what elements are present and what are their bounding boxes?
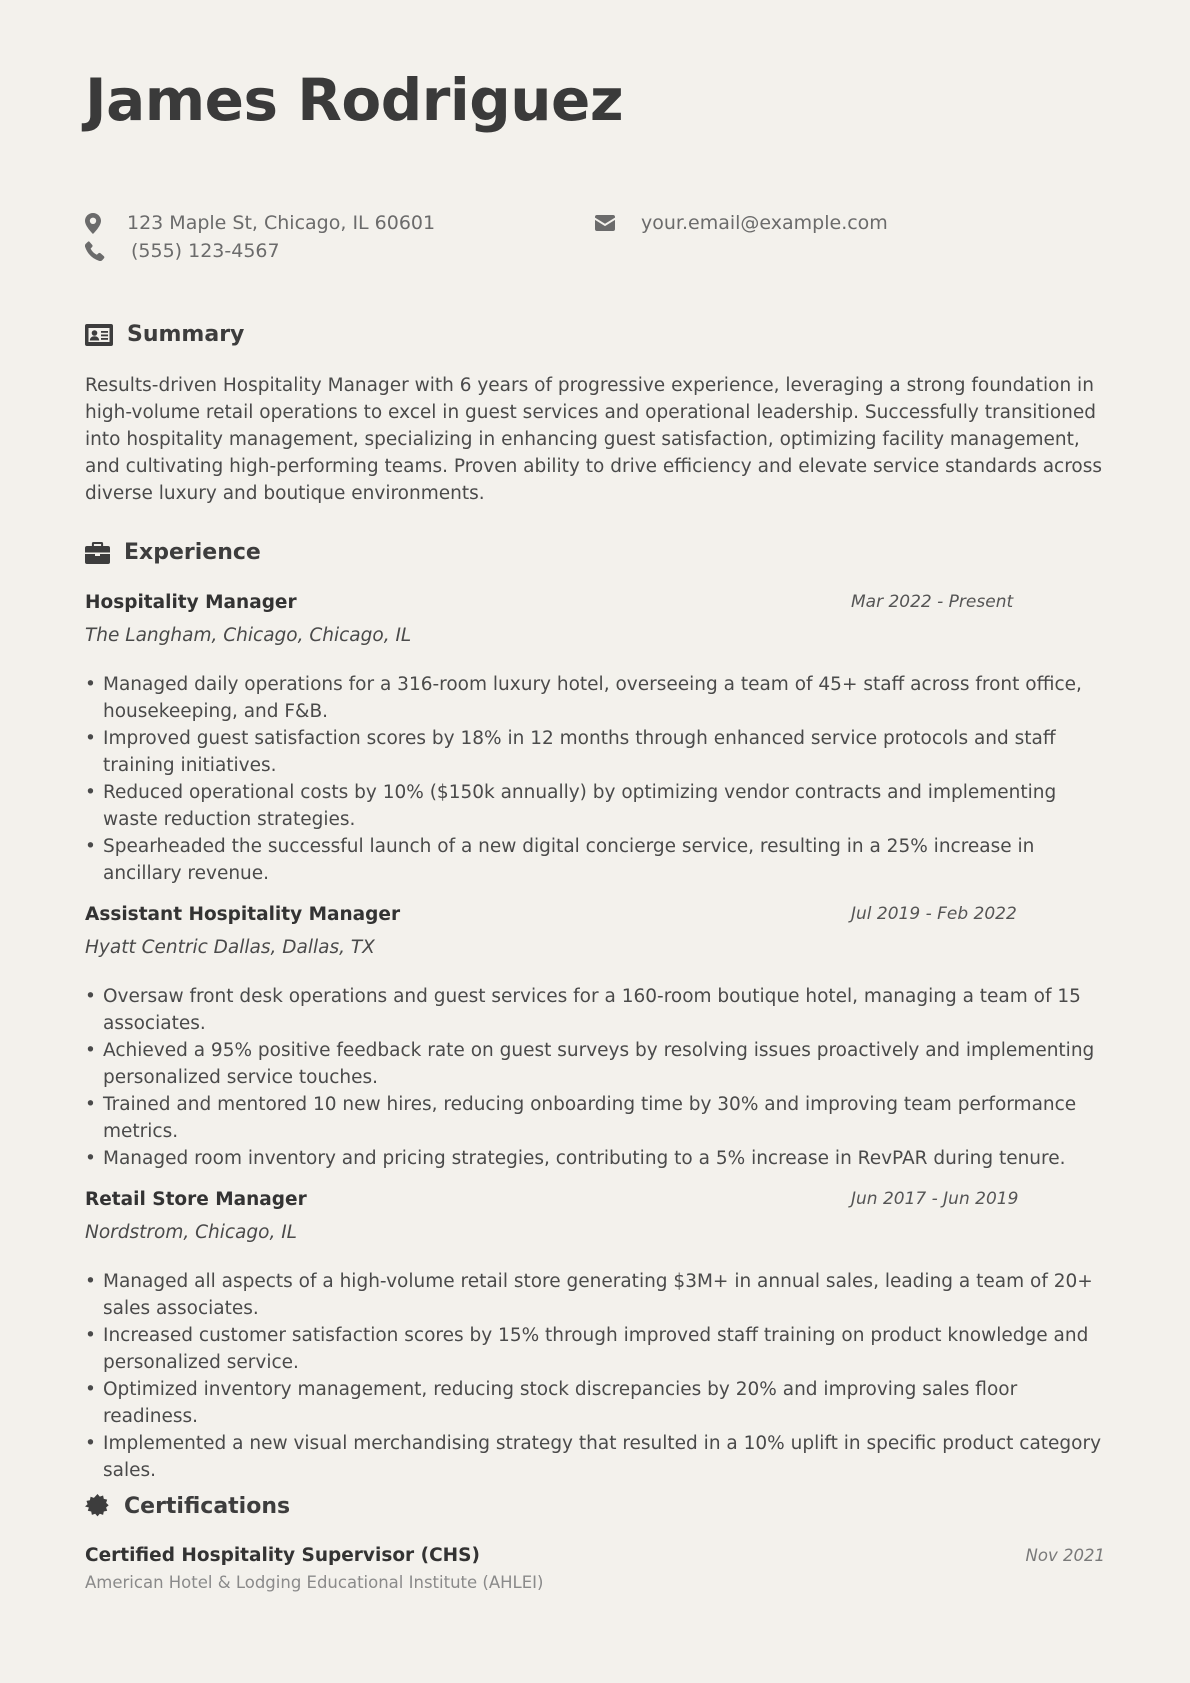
job-bullets [85,983,1115,1172]
experience-heading-text: Experience [124,540,261,565]
certification-date: Nov 2021 [1025,1546,1105,1565]
phone-icon [85,241,107,261]
job-title: Assistant Hospitality Manager [85,904,401,925]
job-date: Jun 2017 - Jun 2019 [851,1189,1019,1209]
contact-phone [85,240,280,262]
phone-text: (555) 123-4567 [131,240,280,262]
summary-text: Results-driven Hospitality Manager with 6 years of progressive experience, leveraging a strong foundation in high-volume retail operations to excel in guest services and operational leadership. Successfully transitioned into hospitality management, specializing in enhancing guest satisfaction, optimizing facility management, and cultivating high-performing teams. Proven ability to drive efficiency and elevate service standards across diverse luxury and boutique environments. [85,375,1103,504]
address-text: 123 Maple St, Chicago, IL 60601 [127,212,436,234]
list-item: • Implemented a new visual merchandising strategy that resulted in a 10% uplift in specific product category sales. [85,1430,1115,1484]
envelope-icon [595,215,615,231]
badge-icon [85,1494,124,1519]
list-item: • Managed daily operations for a 316-room luxury hotel, overseeing a team of 45+ staff across front office, housekeeping, and F&B. [85,671,1115,725]
job-title: Retail Store Manager [85,1189,307,1210]
experience-heading [85,540,261,565]
job-date: Mar 2022 - Present [851,592,1014,612]
email-text: your.email@example.com [641,212,888,234]
map-pin-icon [85,213,103,234]
list-item: • Trained and mentored 10 new hires, reducing onboarding time by 30% and improving team performance metrics. [85,1091,1115,1145]
job-title: Hospitality Manager [85,592,297,613]
job-company: Nordstrom, Chicago, IL [85,1222,297,1243]
list-item: • Oversaw front desk operations and guest services for a 160-room boutique hotel, managing a team of 15 associates. [85,983,1115,1037]
certification-issuer: American Hotel & Lodging Educational Institute (AHLEI) [85,1573,544,1592]
certification-name: Certified Hospitality Supervisor (CHS) [85,1545,480,1566]
candidate-name: James Rodriguez [85,66,624,134]
summary-heading [85,322,244,347]
list-item: • Spearheaded the successful launch of a new digital concierge service, resulting in a 25% increase in ancillary revenue. [85,833,1115,887]
list-item: • Reduced operational costs by 10% ($150k annually) by optimizing vendor contracts and implementing waste reduction strategies. [85,779,1115,833]
briefcase-icon [85,542,124,564]
list-item: • Managed room inventory and pricing strategies, contributing to a 5% increase in RevPAR during tenure. [85,1145,1115,1172]
job-date: Jul 2019 - Feb 2022 [851,904,1017,924]
list-item: • Improved guest satisfaction scores by 18% in 12 months through enhanced service protocols and staff training initiatives. [85,725,1115,779]
job-company: The Langham, Chicago, Chicago, IL [85,625,412,646]
certifications-heading-text: Certifications [124,1494,291,1519]
summary-heading-text: Summary [127,322,245,347]
list-item: • Optimized inventory management, reducing stock discrepancies by 20% and improving sales floor readiness. [85,1376,1115,1430]
list-item: • Increased customer satisfaction scores by 15% through improved staff training on product knowledge and personalized service. [85,1322,1115,1376]
contact-email [595,212,888,234]
job-company: Hyatt Centric Dallas, Dallas, TX [85,937,375,958]
job-bullets [85,671,1115,887]
contact-address [85,212,435,234]
list-item: • Achieved a 95% positive feedback rate on guest surveys by resolving issues proactively and implementing personalized service touches. [85,1037,1115,1091]
list-item: • Managed all aspects of a high-volume retail store generating $3M+ in annual sales, leading a team of 20+ sales associates. [85,1268,1115,1322]
job-bullets [85,1268,1115,1484]
certifications-heading [85,1494,290,1519]
id-card-icon [85,324,127,346]
